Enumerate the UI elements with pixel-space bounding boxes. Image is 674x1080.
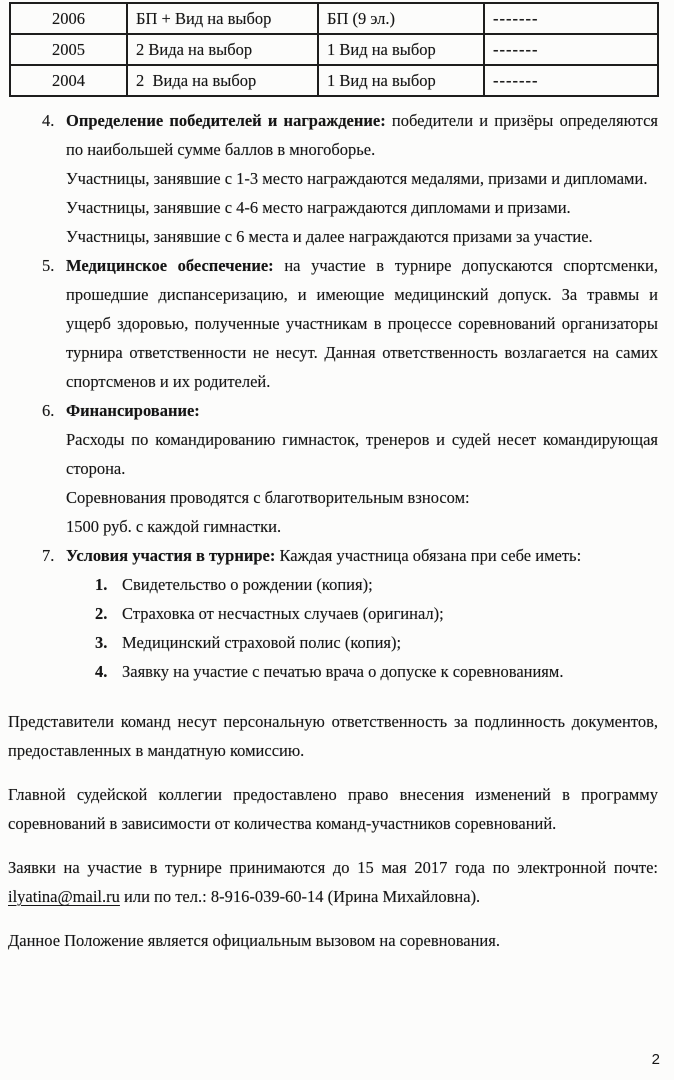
table-row <box>10 34 658 65</box>
section-number: 5. <box>42 256 55 275</box>
requirement-item <box>95 599 658 628</box>
table-cell-program: 1 Вид на выбор <box>318 34 484 65</box>
section-number: 4. <box>42 111 55 130</box>
requirement-item <box>95 628 658 657</box>
official-invitation-paragraph: Данное Положение является официальным вызовом на соревнования. <box>8 931 500 950</box>
program-table <box>9 2 659 97</box>
requirement-text: Страховка от несчастных случаев (оригинал); <box>122 604 444 623</box>
section-lead: на участие в турнире допускаются спортсменки, прошедшие диспансеризацию, и имеющие медицинский допуск. За травмы и ущерб здоровью, полученные участникам в процессе соревнований организаторы турнира ответственности не несут. Данная ответственность возлагается на самих спортсменов и их родителей. <box>66 256 659 391</box>
section-lead: победители и призёры определяются по наибольшей сумме баллов в многоборье. <box>66 111 658 159</box>
section-paragraph: Соревнования проводятся с благотворительным взносом: <box>66 488 470 507</box>
section-participation <box>8 541 658 686</box>
table-cell-year: 2004 <box>10 65 127 96</box>
requirement-item <box>95 657 658 686</box>
table-cell-program: 1 Вид на выбор <box>318 65 484 96</box>
applications-text-before: Заявки на участие в турнире принимаются до 15 мая 2017 года по электронной почте: <box>8 858 658 877</box>
section-winners <box>8 106 658 251</box>
section-title: Определение победителей и награждение: <box>66 111 386 130</box>
applications-paragraph <box>8 853 658 911</box>
email-link[interactable]: ilyatina@mail.ru <box>8 887 120 906</box>
requirement-number: 3. <box>95 633 108 652</box>
table-cell-empty: ------- <box>484 34 658 65</box>
page-number: 2 <box>651 1051 660 1068</box>
main-section-list <box>8 106 658 686</box>
section-body <box>66 106 658 251</box>
section-lead: Каждая участница обязана при себе иметь: <box>279 546 582 565</box>
table-cell-empty: ------- <box>484 65 658 96</box>
requirement-number: 1. <box>95 575 108 594</box>
section-paragraph: 1500 руб. с каждой гимнастки. <box>66 517 282 536</box>
requirement-item <box>95 570 658 599</box>
table-cell-program: БП + Вид на выбор <box>127 3 318 34</box>
section-body <box>66 251 658 396</box>
requirement-number: 2. <box>95 604 108 623</box>
table-cell-year: 2005 <box>10 34 127 65</box>
table-cell-program: БП (9 эл.) <box>318 3 484 34</box>
table-cell-empty: ------- <box>484 3 658 34</box>
applications-text-after: или по тел.: 8-916-039-60-14 (Ирина Михайловна). <box>119 887 481 906</box>
section-lead-paragraph <box>66 106 658 164</box>
section-paragraph: Участницы, занявшие с 4-6 место награждаются дипломами и призами. <box>66 198 571 217</box>
responsibility-paragraph: Представители команд несут персональную ответственность за подлинность документов, предоставленных в мандатную комиссию. <box>8 712 658 760</box>
table-cell-program: 2 Вида на выбор <box>127 65 318 96</box>
section-medical <box>8 251 658 396</box>
section-number: 7. <box>42 546 55 565</box>
table-cell-program: 2 Вида на выбор <box>127 34 318 65</box>
section-paragraph: Участницы, занявшие с 1-3 место награждаются медалями, призами и дипломами. <box>66 169 648 188</box>
requirement-text: Свидетельство о рождении (копия); <box>122 575 373 594</box>
requirements-list <box>95 570 658 686</box>
table-cell-year: 2006 <box>10 3 127 34</box>
section-paragraph: Участницы, занявшие с 6 места и далее награждаются призами за участие. <box>66 227 593 246</box>
section-title: Финансирование: <box>66 401 200 420</box>
section-paragraph: Расходы по командированию гимнасток, тренеров и судей несет командирующая сторона. <box>66 430 658 478</box>
section-body <box>66 541 658 686</box>
section-financing <box>8 396 658 541</box>
table-row <box>10 3 658 34</box>
requirement-number: 4. <box>95 662 108 681</box>
closing-paragraphs <box>8 707 658 955</box>
section-lead-paragraph <box>66 541 658 570</box>
section-body <box>66 396 658 541</box>
section-lead-paragraph <box>66 251 658 396</box>
requirement-text: Медицинский страховой полис (копия); <box>122 633 402 652</box>
section-title: Медицинское обеспечение: <box>66 256 274 275</box>
section-number: 6. <box>42 401 55 420</box>
section-lead-paragraph <box>66 396 658 425</box>
section-title: Условия участия в турнире: <box>66 546 276 565</box>
requirement-text: Заявку на участие с печатью врача о допуске к соревнованиям. <box>122 662 564 681</box>
jury-rights-paragraph: Главной судейской коллегии предоставлено право внесения изменений в программу соревнований в зависимости от количества команд-участников соревнований. <box>8 785 658 833</box>
table-row <box>10 65 658 96</box>
